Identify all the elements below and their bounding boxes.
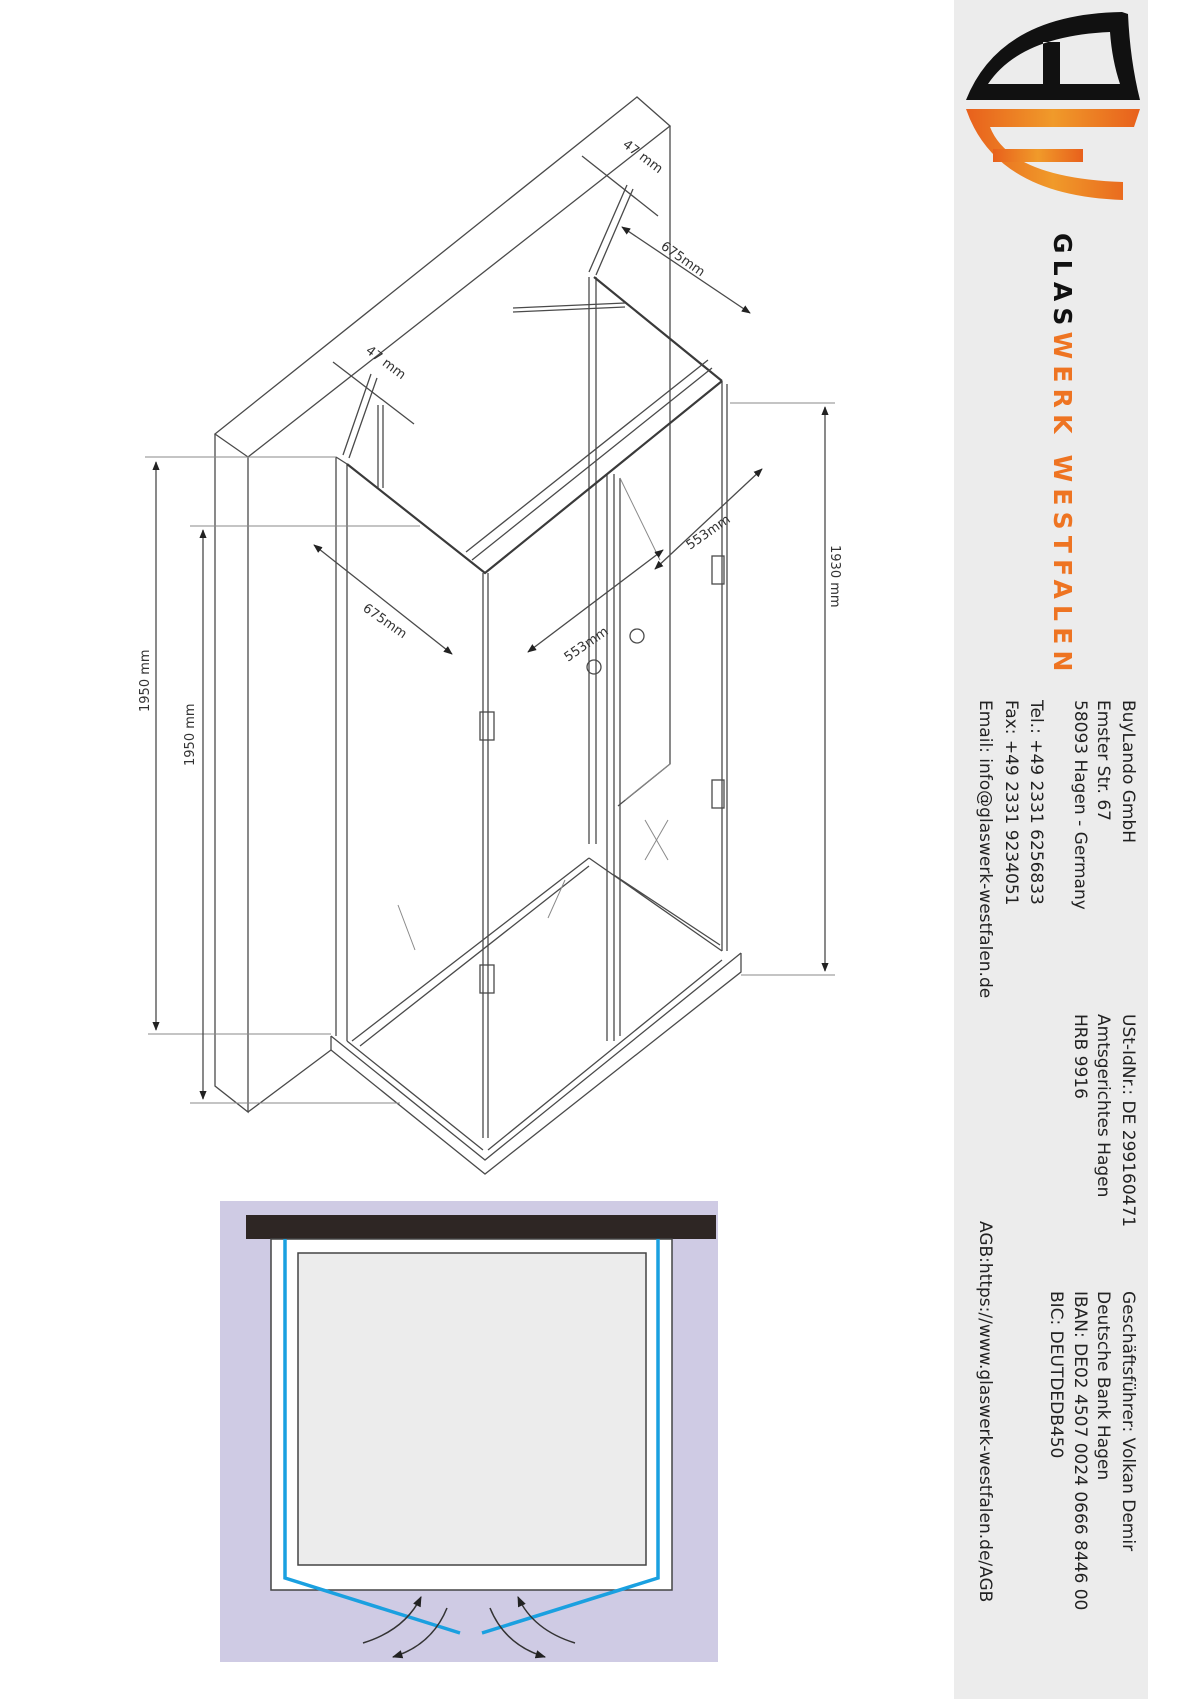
email-link[interactable]: Email: info@glaswerk-westfalen.de [975, 700, 995, 999]
managing-director: Geschäftsführer: Volkan Demir [1118, 1291, 1138, 1552]
dim-wall-offset-top: 47 mm [619, 137, 666, 177]
brand-name: GLASWERK WESTFALEN [1048, 233, 1077, 678]
bank-name: Deutsche Bank Hagen [1093, 1291, 1113, 1481]
address-line: 58093 Hagen - Germany [1070, 700, 1090, 910]
dim-width-front: 553mm [561, 624, 612, 666]
dim-height-glass: 1930 mm [827, 545, 842, 608]
dim-wall-offset-left: 47 mm [362, 343, 409, 383]
court: Amtsgerichtes Hagen [1093, 1014, 1113, 1198]
company-sidebar [954, 0, 1148, 1699]
plan-wall [246, 1215, 716, 1239]
hrb: HRB 9916 [1070, 1014, 1090, 1099]
isometric-shower-drawing [138, 97, 842, 1174]
dim-depth-left: 675mm [359, 600, 410, 643]
dim-height-inner: 1950 mm [183, 703, 198, 766]
wall [215, 97, 670, 1112]
plan-view-diagram [220, 1201, 718, 1662]
plan-tray-inner [298, 1253, 646, 1565]
shower-frame [331, 185, 741, 1174]
vat-id: USt-IdNr.: DE 299160471 [1118, 1014, 1138, 1228]
phone: Tel.: +49 2331 6256833 [1026, 700, 1046, 905]
dim-height-outer: 1950 mm [138, 649, 153, 712]
dim-depth-top: 675mm [657, 238, 708, 281]
address-line: BuyLando GmbH [1118, 700, 1138, 844]
terms-link[interactable]: AGB:https://www.glaswerk-westfalen.de/AGB [975, 1221, 995, 1603]
dimension-labels [138, 137, 842, 766]
dim-width-right: 553mm [683, 512, 734, 554]
address-line: Emster Str. 67 [1093, 700, 1113, 822]
fax: Fax: +49 2331 9234051 [1001, 700, 1021, 906]
iban: IBAN: DE02 4507 0024 0666 8446 00 [1070, 1291, 1090, 1611]
bic: BIC: DEUTDEDB450 [1046, 1291, 1066, 1459]
